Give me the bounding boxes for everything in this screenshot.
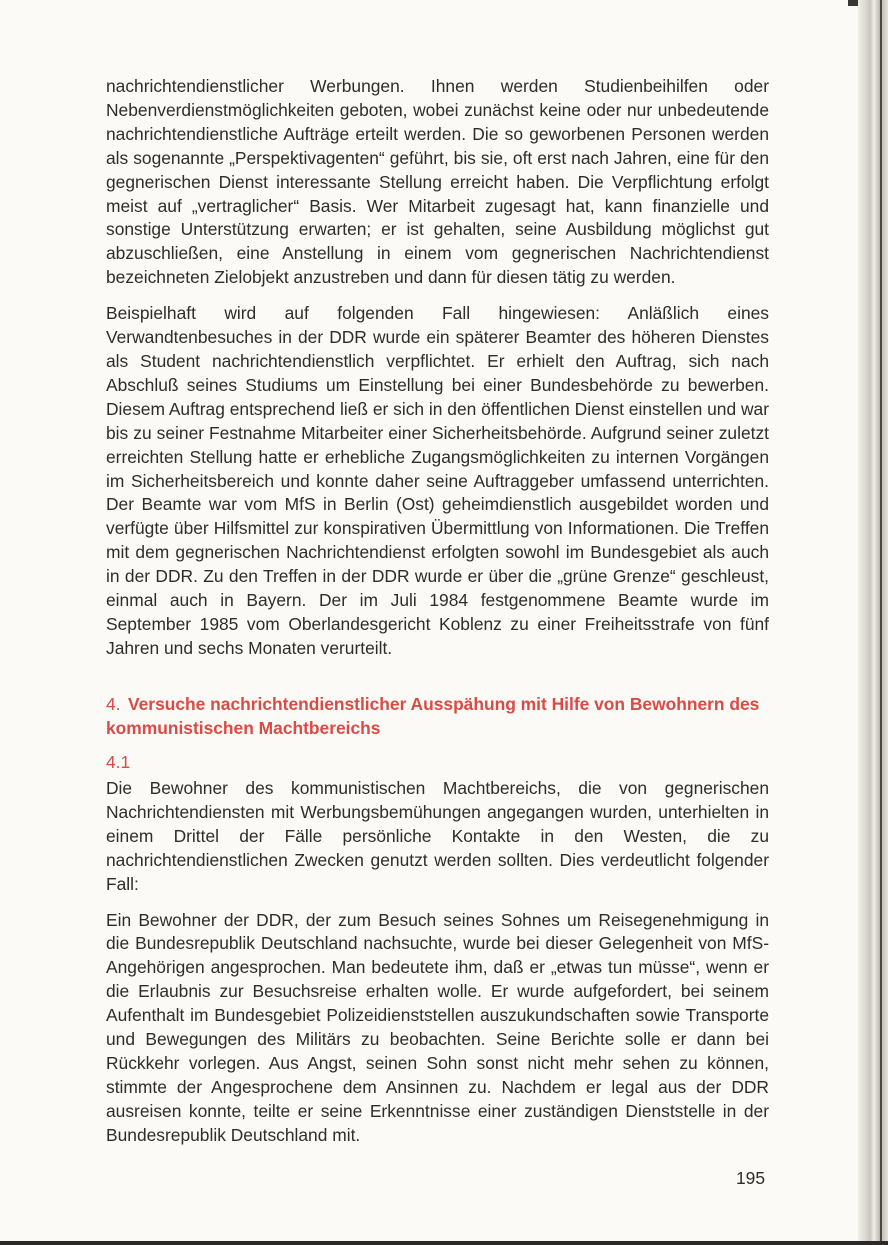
paragraph-bewohner: Die Bewohner des kommunistischen Machtbereichs, die von gegnerischen Nachrichtendiensten mit Werbungsbemühungen angegangen wurden, unterhielten in einem Drittel der Fälle persönliche Kontakte in den Westen, die zu nachrichtendienstlichen Zwecken genutzt werden sollten. Dies verdeutlicht folgender Fall: [106,778,769,894]
paragraph-perspektivagenten: nachrichtendienstlicher Werbungen. Ihnen werden Studienbeihilfen oder Nebenverdienstmöglichkeiten geboten, wobei zunächst keine oder nur unbedeutende nachrichtendienstliche Aufträge erteilt werden. Die so geworbenen Personen werden als sogenannte „Perspektivagenten“ geführt, bis sie, oft erst nach Jahren, eine für den gegnerischen Dienst interessante Stellung erreicht haben. Die Verpflichtung erfolgt meist auf „vertraglicher“ Basis. Wer Mitarbeit zugesagt hat, kann finanzielle und sonstige Unterstützung erwarten; er ist gehalten, seine Ausbildung möglichst gut abzuschließen, eine Anstellung in einem vom gegnerischen Nachrichtendienst bezeichneten Zielobjekt anzustreben und dann für diesen tätig zu werden. [106,76,769,288]
subsection-number: 4.1 [106,752,131,772]
section-number: 4. [106,694,121,714]
book-binding-edge [858,0,888,1245]
page-edge-bottom [0,1241,888,1245]
page-number: 195 [736,1168,766,1188]
body-text-top [106,75,769,661]
section-title: Versuche nachrichtendienstlicher Ausspähung mit Hilfe von Bewohnern des kommunistischen Machtbereichs [106,694,760,738]
section-heading [106,693,769,741]
paragraph-ddr-besuch: Ein Bewohner der DDR, der zum Besuch seines Sohnes um Reisegenehmigung in die Bundesrepublik Deutschland nachsuchte, wurde bei dieser Gelegenheit von MfS-Angehörigen angesprochen. Man bedeutete ihm, daß er „etwas tun müsse“, wenn er die Erlaubnis zur Besuchsreise erhalten wolle. Er wurde aufgefordert, bei seinem Aufenthalt im Bundesgebiet Polizeidienststellen auszukundschaften sowie Transporte und Bewegungen des Militärs zu beobachten. Seine Berichte solle er dann bei Rückkehr vorlegen. Aus Angst, seinen Sohn sonst nicht mehr sehen zu können, stimmte der Angesprochene dem Ansinnen zu. Nachdem er legal aus der DDR ausreisen konnte, teilte er seine Erkenntnisse einer zuständigen Dienststelle in der Bundesrepublik Deutschland mit. [106,909,769,1145]
paragraph-beispielfall: Beispielhaft wird auf folgenden Fall hingewiesen: Anläßlich eines Verwandtenbesuches in der DDR wurde ein späterer Beamter des höheren Dienstes als Student nachrichtendienstlich verpflichtet. Er erhielt den Auftrag, sich nach Abschluß seines Studiums um Einstellung bei einer Bundesbehörde zu bewerben. Diesem Auftrag entsprechend ließ er sich in den öffentlichen Dienst einstellen und war bis zu seiner Festnahme Mitarbeiter einer Sicherheitsbehörde. Aufgrund seiner zuletzt erreichten Stellung hatte er erhebliche Zugangsmöglichkeiten zu internen Vorgängen im Sicherheitsbereich und konnte daher seine Auftraggeber umfassend unterrichten. Der Beamte war vom MfS in Berlin (Ost) geheimdienstlich ausgebildet worden und verfügte über Hilfsmittel zur konspirativen Übermittlung von Informationen. Die Treffen mit dem gegnerischen Nachrichtendienst erfolgten sowohl im Bundesgebiet als auch in der DDR. Zu den Treffen in der DDR wurde er über die „grüne Grenze“ geschleust, einmal auch in Bayern. Der im Juli 1984 festgenommene Beamte wurde im September 1985 vom Oberlandesgericht Koblenz zu einer Freiheitsstrafe von fünf Jahren und sechs Monaten verurteilt. [106,303,769,658]
body-text-bottom [106,777,769,1148]
